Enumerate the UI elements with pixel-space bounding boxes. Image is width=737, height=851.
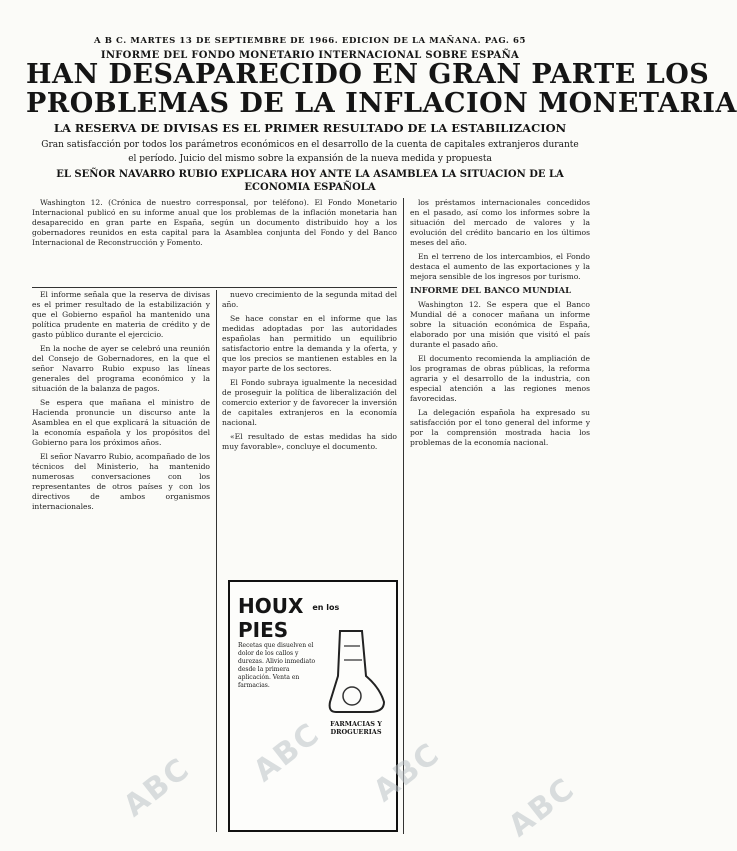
headline-line-1: HAN DESAPARECIDO EN GRAN PARTE LOS <box>26 59 710 90</box>
subheadline: LA RESERVA DE DIVISAS ES EL PRIMER RESULTADO DE LA ESTABILIZACION <box>53 121 567 135</box>
advertisement-body: Recetas que disuelven el dolor de los callos y durezas. Alivio inmediato desde la primera aplicación. Venta en farmacias. <box>238 642 316 689</box>
page-folio: A B C. MARTES 13 DE SEPTIEMBRE DE 1966. EDICION DE LA MAÑANA. PAG. 65 <box>93 36 527 46</box>
ad-title-mid: en los <box>312 603 340 612</box>
secondary-headline-line-1: EL SEÑOR NAVARRO RUBIO EXPLICARA HOY ANTE LA ASAMBLEA LA SITUACION DE LA <box>56 169 564 180</box>
deck <box>36 138 584 166</box>
kicker-line: INFORME DEL FONDO MONETARIO INTERNACIONAL SOBRE ESPAÑA <box>100 50 520 61</box>
paragraph: En el terreno de los intercambios, el Fondo destaca el aumento de las exportaciones y la mejora sensible de los ingresos por turismo. <box>410 252 590 281</box>
paragraph: Se hace constar en el informe que las medidas adoptadas por las autoridades españolas han permitido un equilibrio satisfactorio entre la demanda y la oferta, y que los precios se mantienen estables en la mayor parte de los sectores. <box>222 314 397 373</box>
column-rule <box>32 287 397 288</box>
deck-line-1: Gran satisfacción por todos los parámetros económicos en el desarrollo de la cuenta de capitales extranjeros durante <box>41 140 579 150</box>
ad-title-left: HOUX <box>238 594 304 618</box>
paragraph: Se espera que mañana el ministro de Hacienda pronuncie un discurso ante la Asamblea en el que explicará la situación de la economía española y los propósitos del Gobierno para los próximos años. <box>32 398 210 447</box>
column-rule <box>216 290 217 832</box>
headline-line-2: PROBLEMAS DE LA INFLACION MONETARIA <box>26 88 737 119</box>
ad-title-right: PIES <box>238 618 289 642</box>
secondary-headline <box>36 168 584 194</box>
paragraph: El documento recomienda la ampliación de los programas de obras públicas, la reforma agraria y el desarrollo de la industria, con especial atención a las regiones menos favorecidas. <box>410 354 590 403</box>
article-column-1 <box>32 290 210 832</box>
advertisement-footer: FARMACIAS Y DROGUERIAS <box>330 720 382 736</box>
paragraph: El señor Navarro Rubio, acompañado de los técnicos del Ministerio, ha mantenido numerosas conversaciones con los representantes de otros países y con los directivos de ambos organismos internacionales. <box>32 452 210 511</box>
paragraph: La delegación española ha expresado su satisfacción por el tono general del informe y por la comprensión mostrada hacia los problemas de la economía nacional. <box>410 408 590 447</box>
paragraph: «El resultado de estas medidas ha sido muy favorable», concluye el documento. <box>222 432 397 451</box>
paragraph: El informe señala que la reserva de divisas es el primer resultado de la estabilización y que el Gobierno español ha mantenido una política prudente en materia de crédito y de gasto público durante el ejercicio. <box>32 290 210 339</box>
paragraph: Washington 12. Se espera que el Banco Mundial dé a conocer mañana un informe sobre la situación económica de España, elaborado por una misión que visitó el país durante el pasado año. <box>410 300 590 349</box>
deck-line-2: el período. Juicio del mismo sobre la expansión de la nueva medida y propuesta <box>128 154 492 164</box>
lead-paragraph <box>32 198 397 286</box>
paragraph: los préstamos internacionales concedidos en el pasado, así como los informes sobre la situación del mercado de valores y la evolución del crédito bancario en los últimos meses del año. <box>410 198 590 247</box>
article-column-3 <box>410 198 590 832</box>
article-column-2 <box>222 290 397 568</box>
watermark-stamp: ABC <box>247 715 328 790</box>
secondary-headline-line-2: ECONOMIA ESPAÑOLA <box>244 182 376 193</box>
foot-illustration-icon <box>320 626 390 716</box>
paragraph: En la noche de ayer se celebró una reunión del Consejo de Gobernadores, en la que el señor Navarro Rubio expuso las líneas generales del programa económico y la situación de la balanza de pagos. <box>32 344 210 393</box>
watermark-stamp: ABC <box>502 770 583 845</box>
main-headline <box>26 59 737 119</box>
lead-text: Washington 12. (Crónica de nuestro corresponsal, por teléfono). El Fondo Monetario Internacional publicó en su informe anual que los problemas de la inflación monetaria han desaparecido en gran parte en España, según un documento distribuido hoy a los gobernadores reunidos en esta capital para la Asamblea conjunta del Fondo y del Banco Internacional de Reconstrucción y Fomento. <box>32 198 397 247</box>
column-rule <box>403 198 404 834</box>
watermark-stamp: ABC <box>367 735 448 810</box>
paragraph: El Fondo subraya igualmente la necesidad de proseguir la política de liberalización del comercio exterior y de favorecer la inversión de capitales extranjeros en la economía nacional. <box>222 378 397 427</box>
section-heading: INFORME DEL BANCO MUNDIAL <box>410 286 572 296</box>
paragraph: nuevo crecimiento de la segunda mitad del año. <box>222 290 397 309</box>
watermark-stamp: ABC <box>117 750 198 825</box>
advertisement-box <box>228 580 398 832</box>
